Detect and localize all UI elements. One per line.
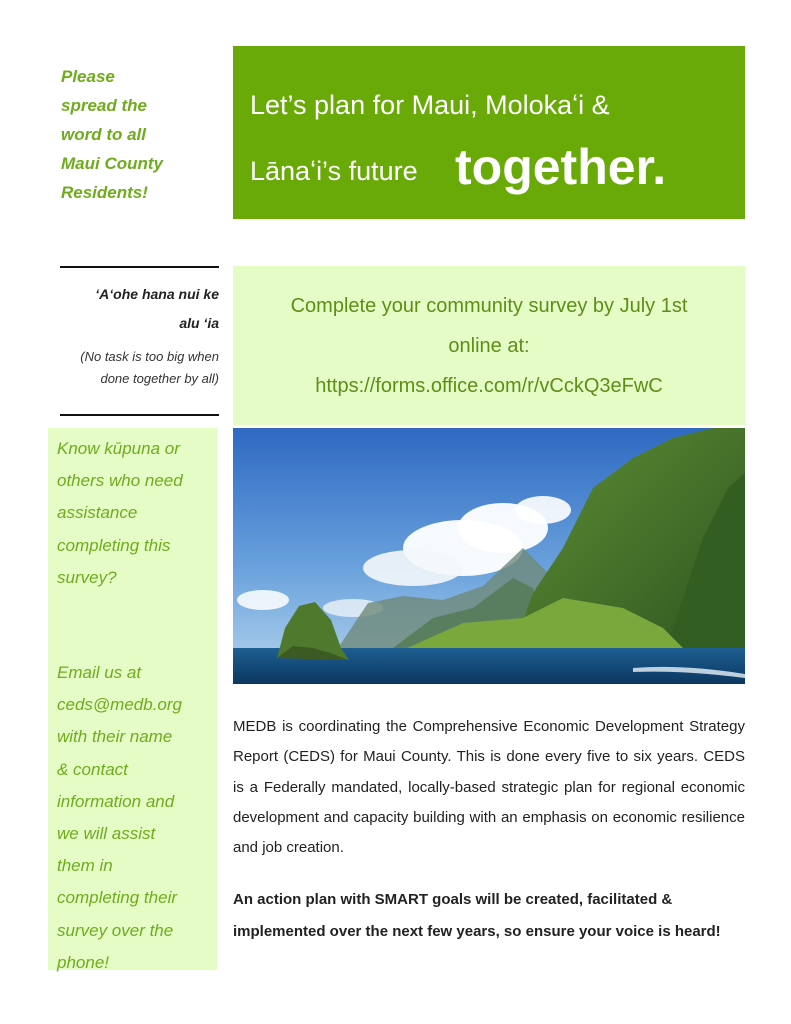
- proverb-translation-line-1: (No task is too big when: [80, 349, 219, 364]
- assist-email-line: completing their: [57, 888, 178, 908]
- assist-email-line: them in: [57, 856, 113, 876]
- action-plan-statement: An action plan with SMART goals will be created, facilitated & implemented over the next few years, so ensure your voice is heard!: [233, 891, 721, 940]
- assist-question-line: survey?: [57, 567, 117, 587]
- spread-the-word-callout: [61, 62, 221, 207]
- proverb-translation-line-2: done together by all): [100, 371, 219, 386]
- coastline-photo: [233, 428, 745, 684]
- assist-question-line: others who need: [57, 471, 183, 491]
- survey-line-1: Complete your community survey by July 1st: [290, 295, 688, 317]
- assist-email-line: phone!: [57, 952, 109, 972]
- callout-line: word to all: [61, 125, 146, 144]
- banner-emphasis: together.: [455, 139, 667, 195]
- proverb-block: [60, 280, 219, 390]
- title-banner: [233, 46, 745, 219]
- assist-question-line: assistance: [57, 503, 138, 523]
- ceds-description: MEDB is coordinating the Comprehensive Economic Development Strategy Report (CEDS) for Maui County. This is done every five to six years. CEDS is a Federally mandated, locally-based strategic plan for regional economic development and capacity building with an emphasis on economic resilience and job creation.: [233, 718, 745, 857]
- assist-email-link[interactable]: ceds@medb.org: [57, 695, 182, 715]
- proverb-hawaiian-line-2: alu ‘ia: [179, 315, 219, 331]
- callout-line: Maui County: [61, 154, 163, 173]
- proverb-hawaiian-line-1: ‘A‘ohe hana nui ke: [95, 286, 219, 302]
- assist-email-line: information and: [57, 791, 175, 811]
- assist-email-line: we will assist: [57, 824, 156, 844]
- survey-url-link[interactable]: https://forms.office.com/r/vCckQ3eFwC: [315, 375, 663, 397]
- survey-line-2: online at:: [448, 335, 530, 357]
- callout-line: Please: [61, 67, 115, 86]
- assist-email-line: & contact: [57, 759, 128, 779]
- callout-line: Residents!: [61, 183, 148, 202]
- banner-line-1: Let’s plan for Maui, Molokaʻi &: [250, 90, 610, 120]
- assist-email-line: survey over the: [57, 920, 174, 940]
- survey-callout: [233, 266, 745, 425]
- callout-line: spread the: [61, 96, 147, 115]
- banner-line-2: Lānaʻi’s future: [250, 156, 418, 186]
- assistance-callout: [48, 428, 217, 970]
- proverb-top-rule: [60, 266, 219, 268]
- assist-email-line: Email us at: [57, 663, 142, 683]
- assist-email-line: with their name: [57, 727, 173, 747]
- proverb-bottom-rule: [60, 414, 219, 416]
- assist-question-line: Know kūpuna or: [57, 439, 180, 458]
- assist-question-line: completing this: [57, 535, 171, 555]
